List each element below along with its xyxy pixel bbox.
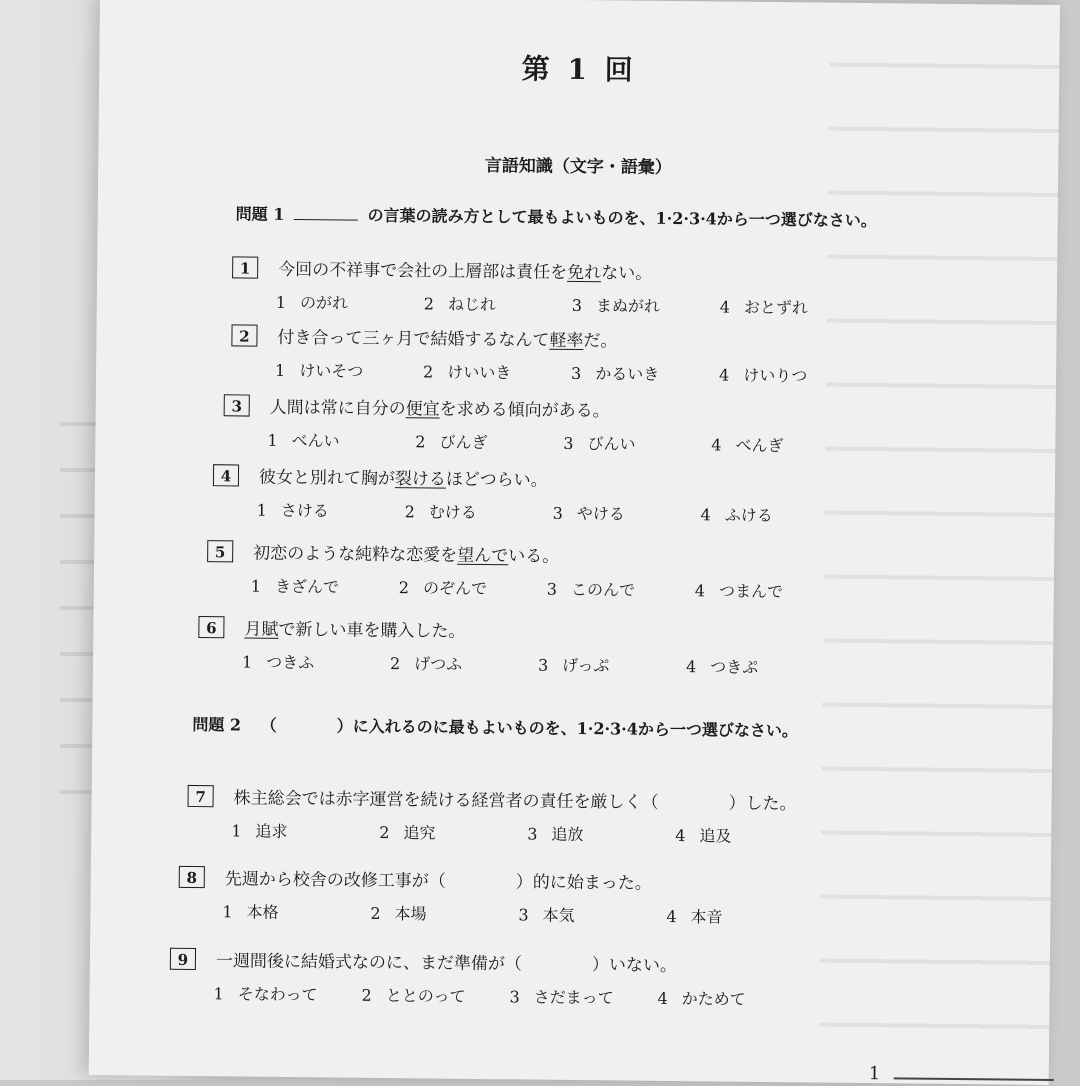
option-text: 本格 [246, 902, 279, 922]
stem-text-after: ）いない。 [591, 955, 677, 977]
option-text: きざんで [274, 576, 340, 597]
option-number: 1 [267, 430, 278, 450]
option-text: のがれ [299, 293, 349, 313]
answer-option[interactable] [509, 984, 657, 1009]
stem-text-after: ）的に始まった。 [515, 872, 652, 894]
option-text: このんで [570, 579, 636, 600]
underlined-target-word: 軽率 [549, 330, 584, 352]
answer-option[interactable] [267, 428, 415, 453]
option-number: 2 [422, 362, 434, 382]
answer-option[interactable] [379, 820, 527, 845]
option-text: びんい [587, 434, 636, 454]
mondai2-instruction [192, 712, 798, 741]
option-text: げっぷ [562, 655, 610, 676]
option-number: 3 [537, 655, 549, 675]
question-number-box: 2 [231, 324, 257, 346]
question-stem [207, 538, 843, 570]
question-number-box: 1 [232, 256, 258, 278]
question-stem [213, 462, 849, 494]
stem-text-before: 彼女と別れて胸が [258, 467, 396, 490]
answer-option[interactable] [251, 574, 399, 599]
answer-option[interactable] [701, 502, 849, 527]
answer-options [169, 981, 805, 1011]
option-number: 1 [275, 292, 287, 312]
option-number: 1 [241, 652, 253, 672]
answer-options [213, 497, 849, 527]
option-number: 1 [256, 500, 267, 520]
option-text: 追求 [255, 821, 288, 841]
answer-option[interactable] [666, 904, 814, 929]
option-number: 4 [700, 505, 711, 525]
question-number-box: 3 [224, 394, 250, 416]
underlined-target-word: 裂ける [394, 469, 447, 490]
option-text: つきぷ [710, 657, 759, 677]
option-text: 追及 [699, 826, 732, 846]
page-number: 1 [868, 1063, 881, 1085]
section-title: 言語知識（文字・語彙） [484, 156, 672, 178]
stem-text-after: ）した。 [728, 793, 797, 815]
option-number: 2 [423, 294, 435, 314]
option-text: さける [280, 500, 329, 521]
option-text: ふける [724, 505, 773, 526]
question-number-box: 8 [179, 865, 205, 887]
question-number-box: 9 [170, 947, 196, 969]
option-text: ねじれ [447, 294, 497, 315]
answer-option[interactable] [553, 501, 701, 526]
option-text: つまんで [718, 581, 784, 602]
answer-options [231, 357, 867, 387]
mondai2-text: ）に入れるのに最もよいものを、1·2·3·4から一つ選びなさい。 [336, 716, 799, 741]
stem-text-after: を求める傾向がある。 [439, 399, 610, 422]
question-stem [231, 322, 867, 354]
page-title: 第 1 回 [521, 52, 637, 87]
option-number: 3 [552, 503, 563, 523]
option-text: さだまって [533, 987, 614, 1008]
question-5 [207, 538, 844, 603]
question-8 [178, 864, 815, 929]
paren-blank [277, 731, 337, 732]
option-number: 2 [404, 502, 415, 522]
question-number-box: 7 [188, 784, 214, 806]
answer-option[interactable] [538, 653, 686, 678]
answer-option[interactable] [275, 358, 423, 383]
answer-options [232, 289, 868, 319]
option-text: けいそつ [299, 361, 364, 381]
mondai1-label: 問題 1 [235, 204, 285, 224]
option-text: けいいき [447, 362, 512, 383]
answer-options [178, 899, 814, 929]
stem-text-before: 先週から校舎の改修工事が（ [224, 869, 446, 892]
option-number: 4 [718, 365, 730, 385]
option-text: むける [428, 502, 477, 522]
mondai1-instruction [236, 201, 877, 231]
option-number: 2 [379, 822, 390, 843]
answer-options [198, 649, 834, 679]
answer-option[interactable] [361, 983, 509, 1008]
exam-page [89, 0, 1060, 1085]
option-text: べんい [291, 431, 340, 451]
answer-option[interactable] [547, 577, 695, 602]
option-number: 4 [711, 435, 722, 455]
answer-options [223, 427, 859, 457]
question-stem [232, 254, 868, 286]
option-number: 4 [719, 297, 731, 317]
option-number: 1 [222, 902, 233, 922]
mondai2-open-paren: （ [260, 715, 277, 735]
option-text: 追究 [403, 823, 436, 843]
underlined-target-word: 免れ [567, 262, 602, 284]
question-stem [170, 946, 806, 978]
option-number: 2 [415, 432, 426, 452]
option-text: かためて [681, 989, 746, 1009]
stem-text-after: いる。 [508, 546, 560, 567]
option-text: おとずれ [743, 297, 809, 318]
option-text: そなわって [237, 984, 318, 1005]
option-number: 3 [527, 824, 538, 844]
option-text: つきふ [266, 652, 315, 673]
answer-option[interactable] [399, 575, 547, 600]
question-4 [213, 462, 850, 527]
option-number: 4 [675, 826, 686, 846]
answer-option[interactable] [675, 823, 823, 848]
question-number-box: 4 [213, 464, 239, 486]
question-9 [169, 946, 806, 1011]
option-number: 4 [694, 581, 706, 601]
answer-option[interactable] [213, 981, 361, 1006]
underline-blank [294, 219, 358, 221]
answer-option[interactable] [390, 651, 538, 676]
option-number: 2 [398, 578, 410, 598]
answer-option[interactable] [695, 578, 843, 603]
option-text: 本音 [690, 907, 723, 927]
fill-in-blank [446, 879, 516, 880]
question-stem [224, 392, 860, 424]
answer-options [207, 573, 843, 603]
underlined-target-word: 月賦 [244, 619, 279, 640]
option-text: 本気 [542, 905, 575, 925]
answer-option[interactable] [231, 818, 379, 843]
answer-option[interactable] [571, 361, 719, 386]
answer-option[interactable] [563, 431, 711, 456]
answer-option[interactable] [686, 654, 834, 679]
option-text: やける [576, 503, 625, 524]
answer-option[interactable] [370, 901, 518, 926]
stem-text-before: 付き合って三ヶ月で結婚するなんて [277, 327, 550, 351]
question-1 [232, 254, 869, 319]
option-number: 1 [275, 360, 286, 380]
option-text: のぞんで [422, 578, 488, 599]
option-number: 4 [685, 657, 697, 677]
option-text: べんぎ [735, 435, 784, 456]
question-2 [231, 322, 868, 387]
answer-option[interactable] [405, 499, 553, 524]
option-text: 本場 [394, 904, 427, 924]
option-number: 2 [361, 985, 372, 1005]
stem-text-before: 人間は常に自分の [269, 397, 406, 420]
question-number-box: 6 [198, 616, 224, 638]
stem-text-after: で新しい車を購入した。 [278, 619, 466, 642]
option-text: けいりつ [743, 365, 808, 386]
underlined-target-word: 便宜 [405, 399, 440, 420]
option-number: 1 [213, 984, 224, 1004]
answer-option[interactable] [242, 649, 390, 674]
answer-option[interactable] [711, 432, 859, 457]
option-number: 2 [370, 903, 381, 923]
option-number: 3 [563, 433, 574, 453]
question-stem [198, 614, 834, 646]
fill-in-blank [522, 962, 592, 963]
mondai2-label: 問題 2 [192, 714, 242, 735]
option-number: 3 [518, 905, 529, 925]
option-text: ととのって [385, 986, 466, 1006]
answer-option[interactable] [719, 362, 867, 387]
stem-text-after: だ。 [583, 331, 618, 352]
option-number: 3 [571, 295, 583, 316]
answer-option[interactable] [222, 899, 370, 924]
option-number: 3 [509, 987, 520, 1007]
answer-option[interactable] [415, 429, 563, 454]
answer-option[interactable] [527, 821, 675, 846]
underlined-target-word: 望んで [457, 545, 509, 567]
option-number: 3 [570, 363, 582, 384]
stem-text-after: ない。 [601, 263, 653, 284]
answer-option[interactable] [720, 294, 868, 319]
option-number: 3 [546, 579, 558, 599]
stem-text-before: 初恋のような純粋な恋愛を [253, 543, 458, 566]
question-7 [187, 783, 824, 848]
option-text: 追放 [551, 824, 584, 845]
answer-option[interactable] [657, 986, 805, 1011]
question-stem [188, 783, 824, 815]
option-text: びんぎ [439, 432, 488, 453]
option-number: 1 [231, 821, 242, 841]
question-3 [223, 392, 860, 457]
fill-in-blank [659, 800, 729, 801]
stem-text-after: ほどつらい。 [445, 469, 548, 491]
answer-option[interactable] [257, 498, 405, 523]
answer-option[interactable] [518, 902, 666, 927]
option-number: 4 [666, 906, 677, 927]
question-6 [198, 614, 835, 679]
option-text: げつふ [414, 654, 463, 674]
answer-option[interactable] [572, 293, 720, 318]
answer-option[interactable] [424, 291, 572, 316]
answer-option[interactable] [276, 290, 424, 315]
stem-text-before: 株主総会では赤字運営を続ける経営者の責任を厳しく（ [233, 788, 659, 813]
answer-option[interactable] [423, 359, 571, 384]
question-stem [179, 864, 815, 896]
answer-options [187, 818, 823, 848]
option-number: 1 [250, 576, 262, 596]
stem-text-before: 今回の不祥事で会社の上層部は責任を [278, 259, 568, 283]
option-text: かるいき [595, 364, 660, 384]
option-number: 4 [657, 988, 668, 1008]
option-text: まぬがれ [595, 296, 661, 316]
mondai1-text: の言葉の読み方として最もよいものを、1·2·3·4から一つ選びなさい。 [367, 205, 877, 231]
option-number: 2 [389, 654, 401, 674]
question-number-box: 5 [207, 540, 233, 562]
stem-text-before: 一週間後に結婚式なのに、まだ準備が（ [215, 951, 523, 975]
